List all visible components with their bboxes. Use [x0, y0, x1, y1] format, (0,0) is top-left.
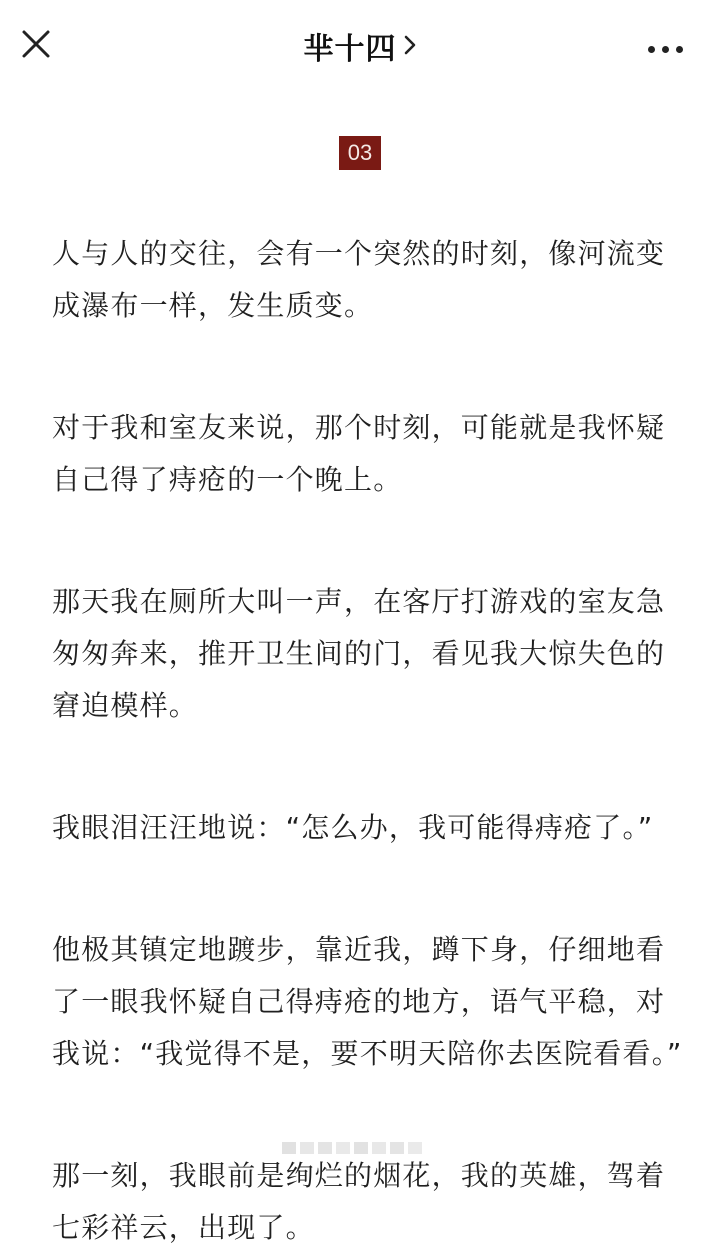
paragraph: 他极其镇定地踱步，靠近我，蹲下身，仔细地看了一眼我怀疑自己得痔疮的地方，语气平稳，对我说：“我觉得不是，要不明天陪你去医院看看。”	[52, 933, 683, 1070]
article-body	[52, 228, 692, 1254]
paragraph: 那一刻，我眼前是绚烂的烟花，我的英雄，驾着七彩祥云，出现了。	[52, 1159, 666, 1244]
chevron-right-icon	[403, 29, 417, 64]
section-number-badge: 03	[339, 136, 381, 170]
paragraph: 我眼泪汪汪地说：“怎么办，我可能得痔疮了。”	[52, 811, 654, 844]
blurred-watermark	[282, 1138, 432, 1158]
account-name: 芈十四	[303, 32, 397, 67]
paragraph: 对于我和室友来说，那个时刻，可能就是我怀疑自己得了痔疮的一个晚上。	[52, 411, 666, 496]
top-bar	[0, 0, 720, 92]
more-options-button[interactable]	[648, 38, 696, 54]
account-title-link[interactable]	[0, 24, 720, 68]
more-dots-icon	[648, 46, 655, 53]
more-dot	[662, 46, 669, 53]
paragraph: 人与人的交往，会有一个突然的时刻，像河流变成瀑布一样，发生质变。	[52, 237, 666, 322]
more-dot	[676, 46, 683, 53]
paragraph: 那天我在厕所大叫一声，在客厅打游戏的室友急匆匆奔来，推开卫生间的门，看见我大惊失色的窘迫模样。	[52, 585, 666, 722]
